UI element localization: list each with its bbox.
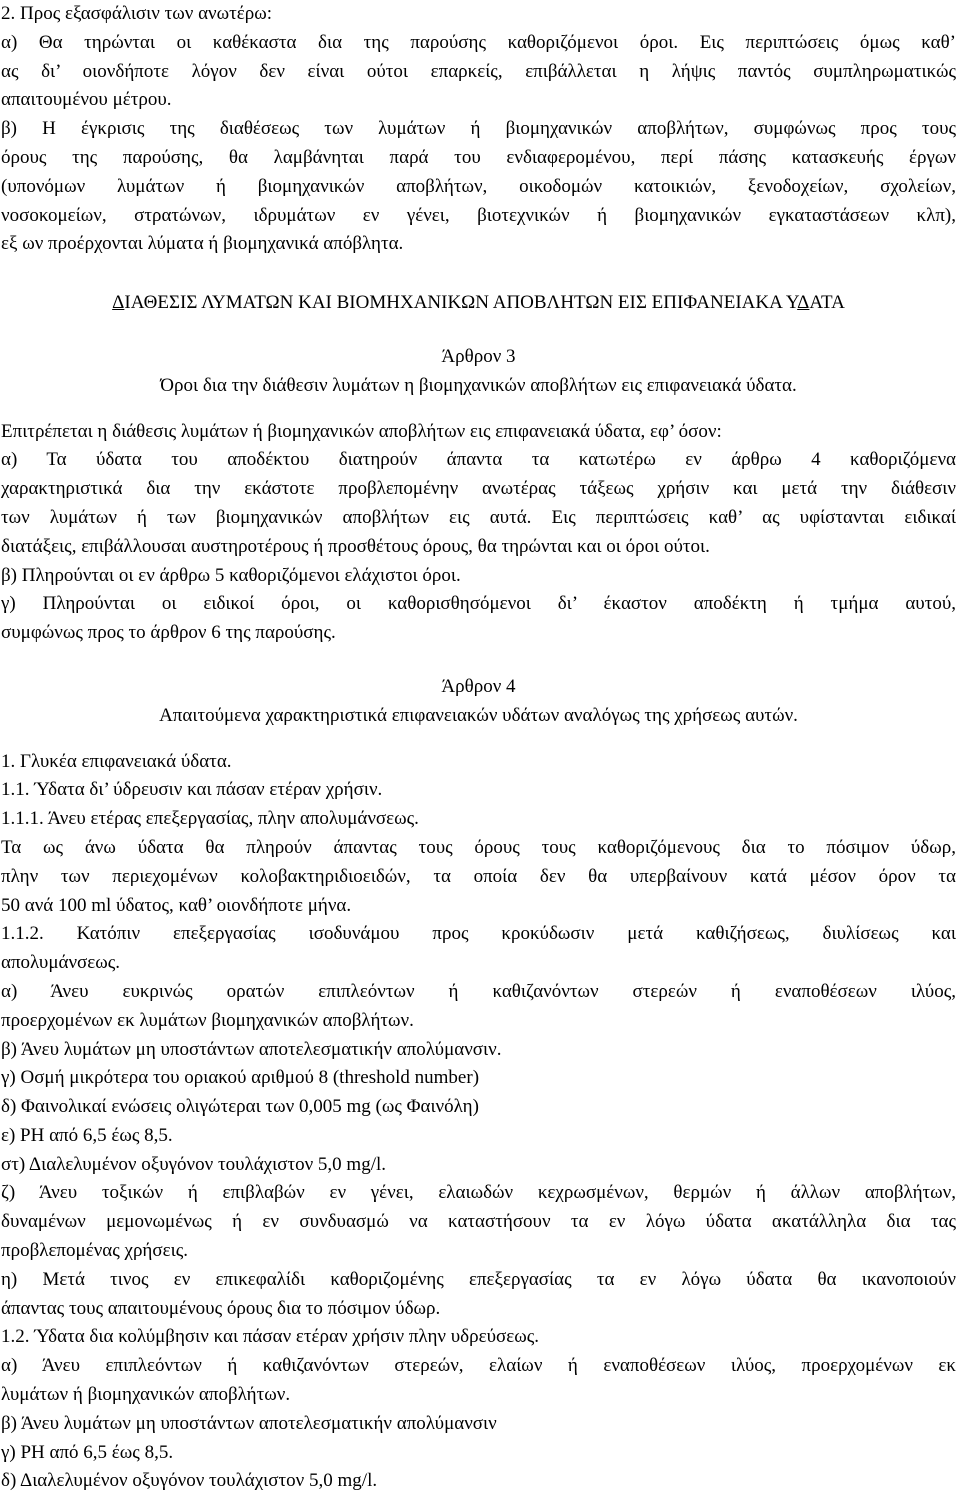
paragraph-line: 1.1.2. Κατόπιν επεξεργασίας ισοδυνάμου προς κροκύδωσιν μετά καθιζήσεως, διυλίσεως και [1,923,956,945]
paragraph-line: χαρακτηριστικά δια την εκάστοτε προβλεπομένην ανωτέρας τάξεως χρήσιν και μετά την διάθεσιν [1,478,956,500]
paragraph-line: β) Η έγκρισις της διαθέσεως των λυμάτων ή βιομηχανικών αποβλήτων, συμφώνως προς τους [1,118,956,140]
paragraph-line: β) Πληρούνται οι εν άρθρω 5 καθοριζόμενοι ελάχιστοι όροι. [1,564,461,586]
paragraph-line: α) Τα ύδατα του αποδέκτου διατηρούν άπαντα τα κατωτέρω εν άρθρω 4 καθοριζόμενα [1,449,956,471]
paragraph-line: απολυμάνσεως. [1,952,121,974]
paragraph-line: των λυμάτων ή των βιομηχανικών αποβλήτων εις αυτά. Εις περιπτώσεις καθ’ ας υφίστανται ειδικαί [1,506,956,528]
paragraph-line: α) Θα τηρώνται οι καθέκαστα δια της παρούσης καθοριζόμενοι όροι. Εις περιπτώσεις όμως καθ’ [1,31,956,53]
main-heading: ΔΙΑΘΕΣΙΣ ΛΥΜΑΤΩΝ ΚΑΙ ΒΙΟΜΗΧΑΝΙΚΩΝ ΑΠΟΒΛΗΤΩΝ ΕΙΣ ΕΠΙΦΑΝΕΙΑΚΑ ΥΔΑΤΑ [112,292,845,314]
article-subtitle: Όροι δια την διάθεσιν λυμάτων η βιομηχανικών αποβλήτων εις επιφανειακά ύδατα. [160,374,797,396]
article-subtitle: Απαιτούμενα χαρακτηριστικά επιφανειακών υδάτων αναλόγως της χρήσεως αυτών. [159,704,798,726]
paragraph-line: γ) Οσμή μικρότερα του οριακού αριθμού 8 (threshold number) [1,1067,480,1089]
paragraph-line: ε) PH από 6,5 έως 8,5. [1,1124,173,1146]
paragraph-line: προβλεπομένας χρήσεις. [1,1240,188,1262]
heading-underlined-letter: Δ [797,292,810,314]
article-title: Άρθρον 4 [441,675,516,697]
paragraph-line: απαιτουμένου μέτρου. [1,89,172,111]
list-item: 1.1.1. Άνευ ετέρας επεξεργασίας, πλην απολυμάνσεως. [1,808,419,830]
heading-underlined-letter: Δ [112,292,125,314]
paragraph-line: γ) Πληρούνται οι ειδικοί όροι, οι καθορισθησόμενοι δι’ έκαστον αποδέκτη ή τμήμα αυτού, [1,593,956,615]
list-item: 1.1. Ύδατα δι’ ύδρευσιν και πάσαν ετέραν χρήσιν. [1,779,383,801]
paragraph-line: στ) Διαλελυμένον οξυγόνον τουλάχιστον 5,0 mg/l. [1,1153,387,1175]
section-2-heading: 2. Προς εξασφάλισιν των ανωτέρω: [1,3,273,24]
list-item: 1.2. Ύδατα δια κολύμβησιν και πάσαν ετέραν χρήσιν πλην υδρεύσεως. [1,1326,539,1348]
section-2 [1,0,956,259]
paragraph-line: γ) PH από 6,5 έως 8,5. [1,1441,174,1463]
list-item: 1. Γλυκέα επιφανειακά ύδατα. [1,750,232,772]
paragraph-line: δ) Διαλελυμένον οξυγόνον τουλάχιστον 5,0 mg/l. [1,1470,378,1492]
article-4 [1,673,956,1496]
paragraph-line: Επιτρέπεται η διάθεσις λυμάτων ή βιομηχανικών αποβλήτων εις επιφανειακά ύδατα, εφ’ όσον: [1,420,722,442]
paragraph-line: νοσοκομείων, στρατώνων, ιδρυμάτων εν γένει, βιοτεχνικών ή βιομηχανικών εγκαταστάσεων κλπ), [1,204,956,226]
paragraph-line: λυμάτων ή βιομηχανικών αποβλήτων. [1,1384,291,1406]
paragraph-line: άπαντας τους απαιτουμένους όρους δια το πόσιμον ύδωρ. [1,1297,441,1319]
paragraph-line: δυναμένων μεμονωμένως ή εν συνδυασμώ να καταστήσουν τα εν λόγω ύδατα ακατάλληλα δια τας [1,1211,956,1233]
paragraph-line: α) Άνευ ευκρινώς ορατών επιπλεόντων ή καθιζανόντων στερεών ή εναποθέσεων ιλύος, [1,980,956,1002]
paragraph-line: 50 ανά 100 ml ύδατος, καθ’ οιονδήποτε μήνα. [1,894,352,916]
paragraph-line: εξ ων προέρχονται λύματα ή βιομηχανικά απόβλητα. [1,233,404,255]
paragraph-line: όρους της παρούσης, θα λαμβάνηται παρά του ενδιαφερομένου, περί πάσης κατασκευής έργων [1,146,956,168]
paragraph-line: α) Άνευ επιπλεόντων ή καθιζανόντων στερεών, ελαίων ή εναποθέσεων ιλύος, προερχομένων εκ [1,1355,956,1377]
article-title: Άρθρον 3 [441,345,516,367]
paragraph-line: πλην των περιεχομένων κολοβακτηριδιοειδών, τα οποία δεν θα υπερβαίνουν κατά μέσον όρον τα [1,865,956,887]
paragraph-line: διατάξεις, επιβάλλουσαι αυστηροτέρους ή προσθέτους όρους, θα τηρώνται και οι όροι ούτοι. [1,535,710,557]
paragraph-line: προερχομένων εκ λυμάτων βιομηχανικών αποβλήτων. [1,1009,414,1031]
paragraph-line: ας δι’ οιονδήποτε λόγον δεν είναι ούτοι επαρκείς, επιβάλλεται η λήψις παντός συμπληρωματικώς [1,60,956,82]
paragraph-line: β) Άνευ λυμάτων μη υποστάντων αποτελεσματικήν απολύμανσιν. [1,1038,502,1060]
paragraph-line: (υπονόμων λυμάτων ή βιομηχανικών αποβλήτων, οικοδομών κατοικιών, ξενοδοχείων, σχολείων, [1,175,956,197]
paragraph-line: η) Μετά τινος εν επικεφαλίδι καθοριζομένης επεξεργασίας τα εν λόγω ύδατα θα ικανοποιούν [1,1268,956,1290]
paragraph-line: συμφώνως προς το άρθρον 6 της παρούσης. [1,622,336,644]
paragraph-line: β) Άνευ λυμάτων μη υποστάντων αποτελεσματικήν απολύμανσιν [1,1412,497,1434]
paragraph-line: δ) Φαινολικαί ενώσεις ολιγώτεραι των 0,005 mg (ως Φαινόλη) [1,1096,479,1118]
article-3 [1,343,956,648]
paragraph-line: Τα ως άνω ύδατα θα πληρούν άπαντας τους όρους τους καθοριζόμενους δια το πόσιμον ύδωρ, [1,836,956,858]
paragraph-line: ζ) Άνευ τοξικών ή επιβλαβών εν γένει, ελαιωδών κεχρωσμένων, θερμών ή άλλων αποβλήτων, [1,1182,956,1204]
